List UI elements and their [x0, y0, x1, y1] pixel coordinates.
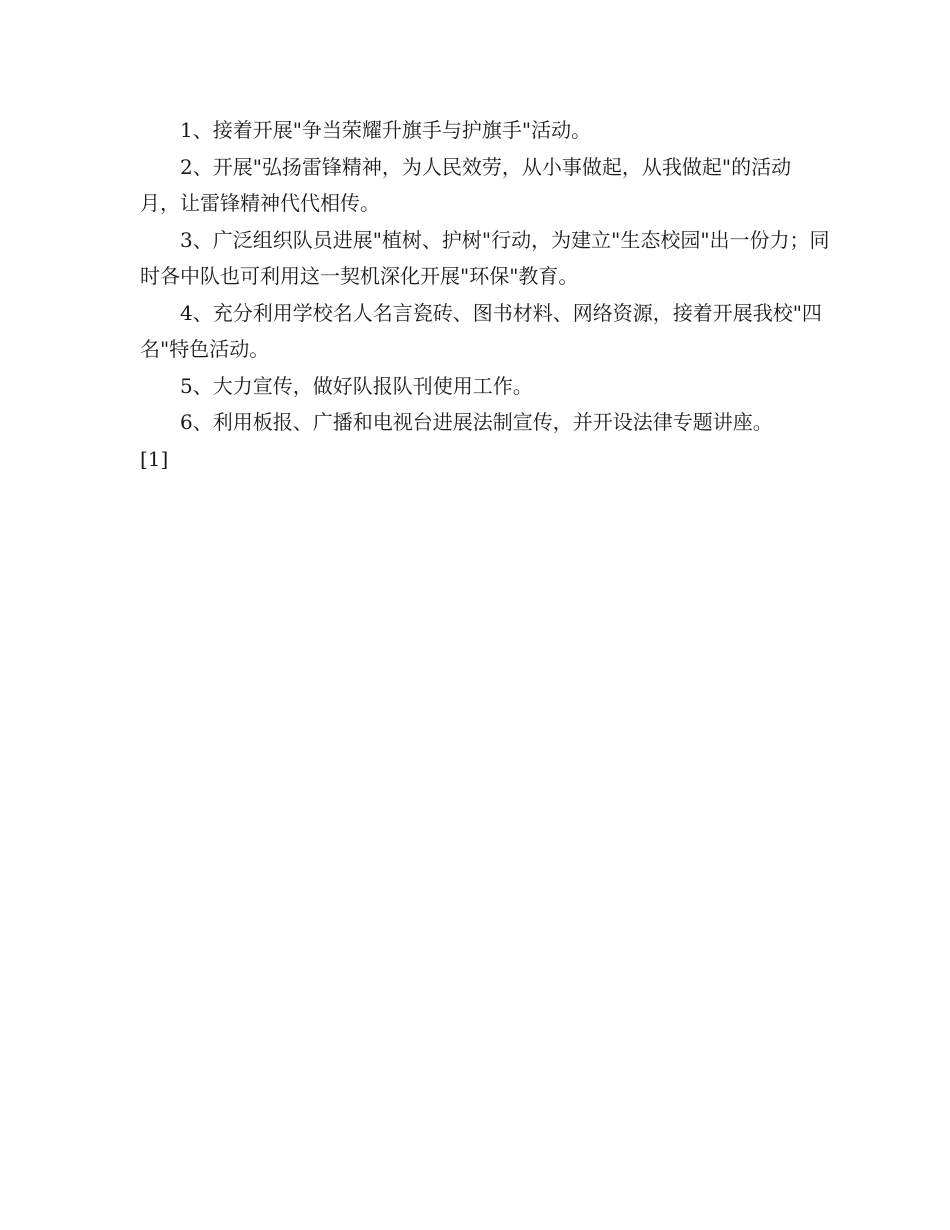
paragraph-item-6: 6、利用板报、广播和电视台进展法制宣传，并开设法律专题讲座。	[180, 410, 773, 434]
paragraph-item-2: 2、开展"弘扬雷锋精神，为人民效劳，从小事做起，从我做起"的活动月，让雷锋精神代代相传。	[140, 154, 792, 215]
document-body	[140, 112, 830, 477]
paragraph-item-4: 4、充分利用学校名人名言瓷砖、图书材料、网络资源，接着开展我校"四名"特色活动。	[140, 300, 822, 361]
paragraph-item-3: 3、广泛组织队员进展"植树、护树"行动，为建立"生态校园"出一份力；同时各中队也可利用这一契机深化开展"环保"教育。	[140, 227, 830, 288]
paragraph-item-1: 1、接着开展"争当荣耀升旗手与护旗手"活动。	[180, 118, 592, 142]
paragraph-item-5: 5、大力宣传，做好队报队刊使用工作。	[180, 373, 533, 398]
footnote-reference: [1]	[140, 446, 169, 471]
